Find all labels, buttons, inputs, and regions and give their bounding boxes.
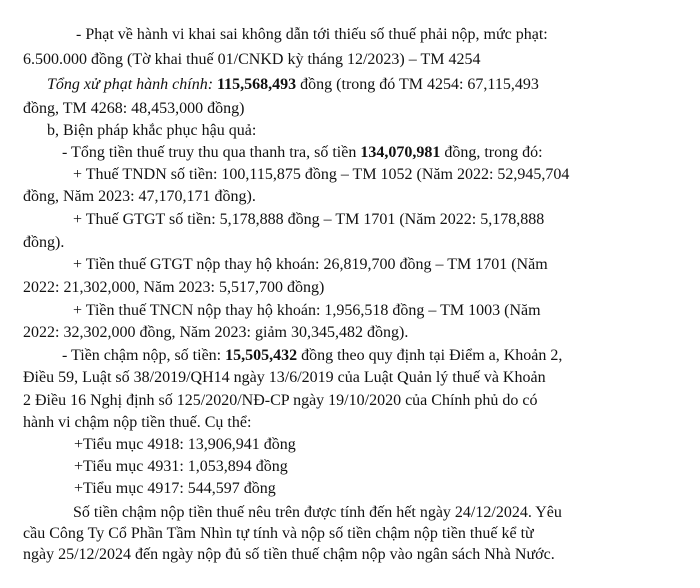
late-payment-line-3: 2 Điều 16 Nghị định số 125/2020/NĐ-CP ngày 19/10/2020 của Chính phủ do có	[23, 392, 538, 409]
cit-line-1: + Thuế TNDN số tiền: 100,115,875 đồng – TM 1052 (Năm 2022: 52,945,704	[73, 166, 570, 183]
penalty-line-2: 6.500.000 đồng (Tờ khai thuế 01/CNKD kỳ tháng 12/2023) – TM 4254	[23, 51, 481, 68]
sub-item-4931: +Tiểu mục 4931: 1,053,894 đồng	[74, 458, 288, 475]
household-vat-line-1: + Tiền thuế GTGT nộp thay hộ khoán: 26,819,700 đồng – TM 1701 (Năm	[73, 256, 548, 273]
cit-line-2: đồng, Năm 2023: 47,170,171 đồng).	[23, 188, 256, 205]
closing-line-3: ngày 25/12/2024 đến ngày nộp đủ số tiền thuế chậm nộp vào ngân sách Nhà Nước.	[23, 546, 555, 563]
vat-line-2: đồng).	[23, 234, 65, 251]
late-payment-line-2: Điều 59, Luật số 38/2019/QH14 ngày 13/6/2019 của Luật Quản lý thuế và Khoản	[23, 369, 546, 386]
total-penalty-line-2: đồng, TM 4268: 48,453,000 đồng)	[23, 100, 245, 117]
total-penalty-amount: 115,568,493	[217, 76, 297, 93]
remedy-heading: b, Biện pháp khắc phục hậu quả:	[47, 122, 257, 139]
penalty-line-1: - Phạt về hành vi khai sai không dẫn tới thiếu số thuế phải nộp, mức phạt:	[76, 26, 548, 43]
late-payment-amount: 15,505,432	[225, 347, 298, 364]
household-pit-line-1: + Tiền thuế TNCN nộp thay hộ khoán: 1,956,518 đồng – TM 1003 (Năm	[73, 302, 541, 319]
sub-item-4918: +Tiểu mục 4918: 13,906,941 đồng	[74, 436, 296, 453]
closing-line-1: Số tiền chậm nộp tiền thuế nêu trên được tính đến hết ngày 24/12/2024. Yêu	[73, 504, 562, 521]
household-pit-line-2: 2022: 32,302,000 đồng, Năm 2023: giảm 30,345,482 đồng).	[23, 324, 409, 341]
household-vat-line-2: 2022: 21,302,000, Năm 2023: 5,517,700 đồng)	[23, 279, 325, 296]
total-penalty-line-1: Tổng xử phạt hành chính: 115,568,493 đồng (trong đó TM 4254: 67,115,493	[47, 76, 539, 93]
closing-line-2: cầu Công Ty Cổ Phần Tầm Nhìn tự tính và nộp số tiền chậm nộp tiền thuế kể từ	[23, 525, 534, 542]
total-penalty-label: Tổng xử phạt hành chính:	[47, 76, 218, 93]
vat-line-1: + Thuế GTGT số tiền: 5,178,888 đồng – TM 1701 (Năm 2022: 5,178,888	[73, 211, 545, 228]
late-payment-line-1: - Tiền chậm nộp, số tiền: 15,505,432 đồng theo quy định tại Điểm a, Khoản 2,	[62, 347, 563, 364]
late-payment-line-4: hành vi chậm nộp tiền thuế. Cụ thể:	[23, 414, 252, 431]
arrears-total-line: - Tổng tiền thuế truy thu qua thanh tra, số tiền 134,070,981 đồng, trong đó:	[62, 144, 543, 161]
arrears-total-amount: 134,070,981	[360, 144, 441, 161]
sub-item-4917: +Tiểu mục 4917: 544,597 đồng	[74, 480, 276, 497]
